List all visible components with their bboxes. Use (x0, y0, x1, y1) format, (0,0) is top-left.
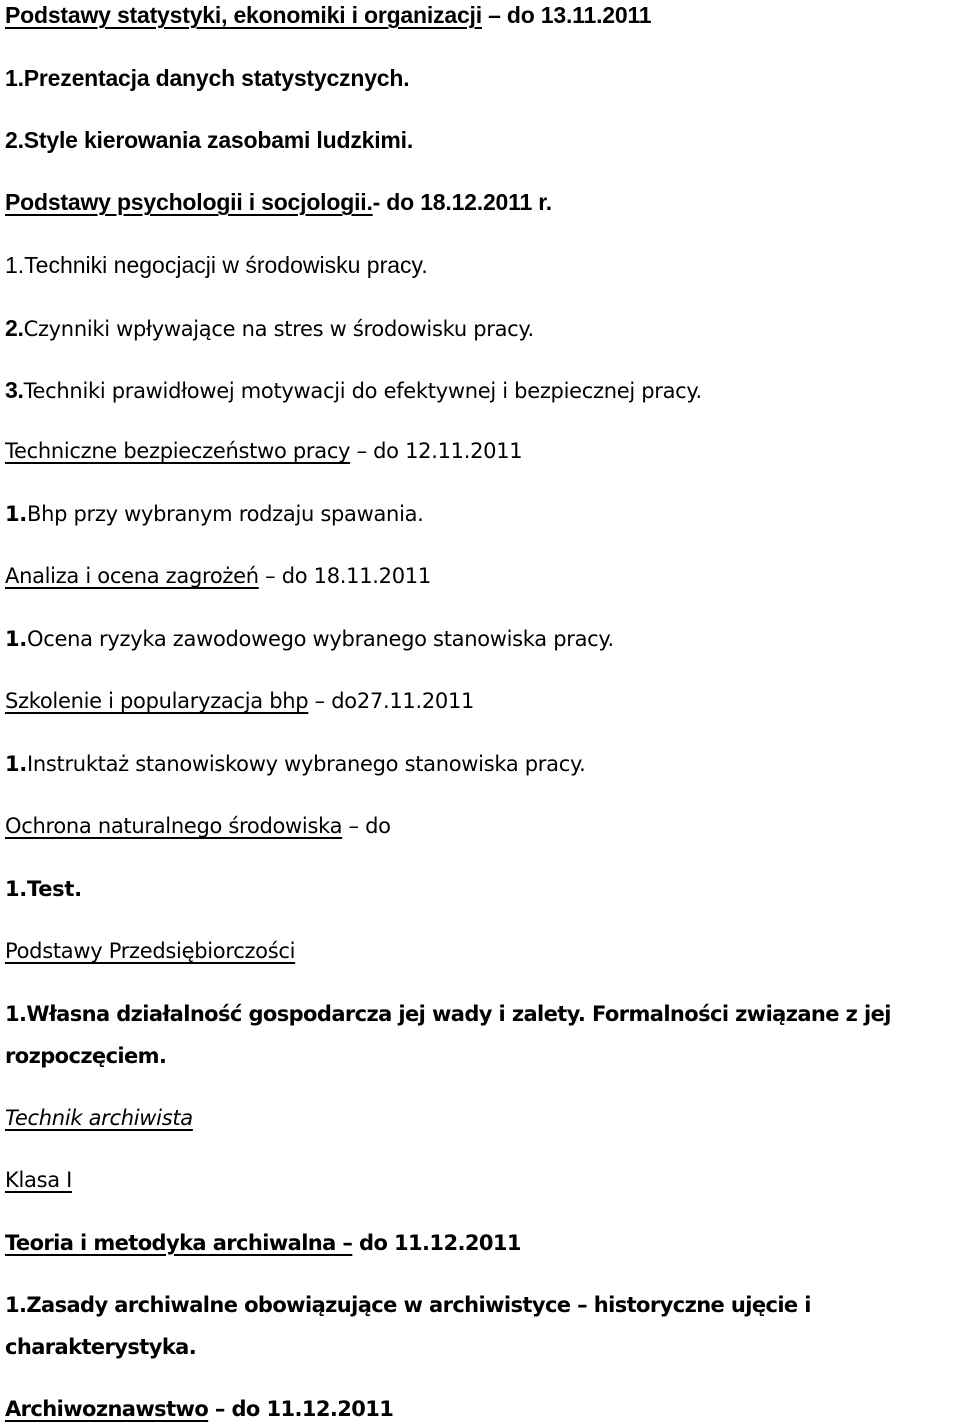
heading-psychologia-title: Podstawy psychologii i socjologii. (5, 189, 373, 215)
item-stres (5, 317, 534, 340)
item-motywacja-number: 3. (5, 377, 24, 403)
item-instruktaz-text: Instruktaż stanowiskowy wybranego stanowiska pracy. (27, 752, 586, 776)
heading-szkolenie-title: Szkolenie i popularyzacja bhp (5, 689, 309, 713)
item-dzialalnosc-line2: rozpoczęciem. (5, 1044, 167, 1068)
heading-psychologia-deadline: - do 18.12.2011 r. (372, 189, 552, 215)
heading-archiwoznawstwo-title: Archiwoznawstwo (5, 1397, 209, 1421)
heading-bezpieczenstwo-title: Techniczne bezpieczeństwo pracy (5, 439, 351, 463)
heading-ochrona (5, 816, 391, 837)
heading-teoria-deadline: do 11.12.2011 (352, 1231, 521, 1255)
heading-statystyka (5, 4, 651, 27)
item-bhp-text: Bhp przy wybranym rodzaju spawania. (27, 502, 424, 526)
item-zasady-line1: 1.Zasady archiwalne obowiązujące w archiwistyce – historyczne ujęcie i (5, 1293, 811, 1317)
heading-archiwoznawstwo (5, 1399, 393, 1420)
heading-analiza (5, 566, 431, 587)
heading-teoria (5, 1233, 521, 1254)
heading-archiwoznawstwo-deadline: – do 11.12.2011 (208, 1397, 394, 1421)
heading-ochrona-title: Ochrona naturalnego środowiska (5, 814, 343, 838)
heading-statystyka-title: Podstawy statystyki, ekonomiki i organizacji (5, 2, 482, 28)
heading-analiza-deadline: – do 18.11.2011 (258, 564, 431, 588)
item-motywacja (5, 379, 702, 402)
item-ocena-text: Ocena ryzyka zawodowego wybranego stanowiska pracy. (27, 627, 614, 651)
heading-szkolenie (5, 691, 474, 712)
item-stres-number: 2. (5, 315, 24, 341)
heading-szkolenie-deadline: – do27.11.2011 (308, 689, 475, 713)
item-dzialalnosc-line1: 1.Własna działalność gospodarcza jej wady i zalety. Formalności związane z jej (5, 1002, 891, 1026)
heading-psychologia (5, 191, 552, 214)
item-stres-text: Czynniki wpływające na stres w środowisku pracy. (23, 317, 534, 341)
heading-technik-archiwista: Technik archiwista (5, 1106, 193, 1130)
item-style-kierowania: 2.Style kierowania zasobami ludzkimi. (5, 127, 414, 153)
item-test: 1.Test. (5, 877, 82, 901)
item-prezentacja: 1.Prezentacja danych statystycznych. (5, 65, 410, 91)
heading-statystyka-deadline: – do 13.11.2011 (481, 2, 652, 28)
heading-bezpieczenstwo (5, 441, 522, 462)
item-instruktaz-number: 1. (5, 752, 27, 776)
heading-przedsiebiorczosc: Podstawy Przedsiębiorczości (5, 939, 296, 963)
heading-teoria-title: Teoria i metodyka archiwalna – (5, 1231, 353, 1255)
item-ocena-number: 1. (5, 627, 27, 651)
heading-klasa: Klasa I (5, 1168, 73, 1192)
item-bhp-number: 1. (5, 502, 27, 526)
item-ocena-ryzyka (5, 629, 614, 650)
item-negocjacje: 1.Techniki negocjacji w środowisku pracy. (5, 252, 428, 278)
item-instruktaz (5, 754, 585, 775)
item-bhp-spawanie (5, 504, 424, 525)
heading-bezpieczenstwo-deadline: – do 12.11.2011 (350, 439, 523, 463)
item-motywacja-text: Techniki prawidłowej motywacji do efektywnej i bezpiecznej pracy. (23, 379, 702, 403)
heading-analiza-title: Analiza i ocena zagrożeń (5, 564, 259, 588)
heading-ochrona-deadline: – do (342, 814, 391, 838)
item-zasady-line2: charakterystyka. (5, 1335, 197, 1359)
